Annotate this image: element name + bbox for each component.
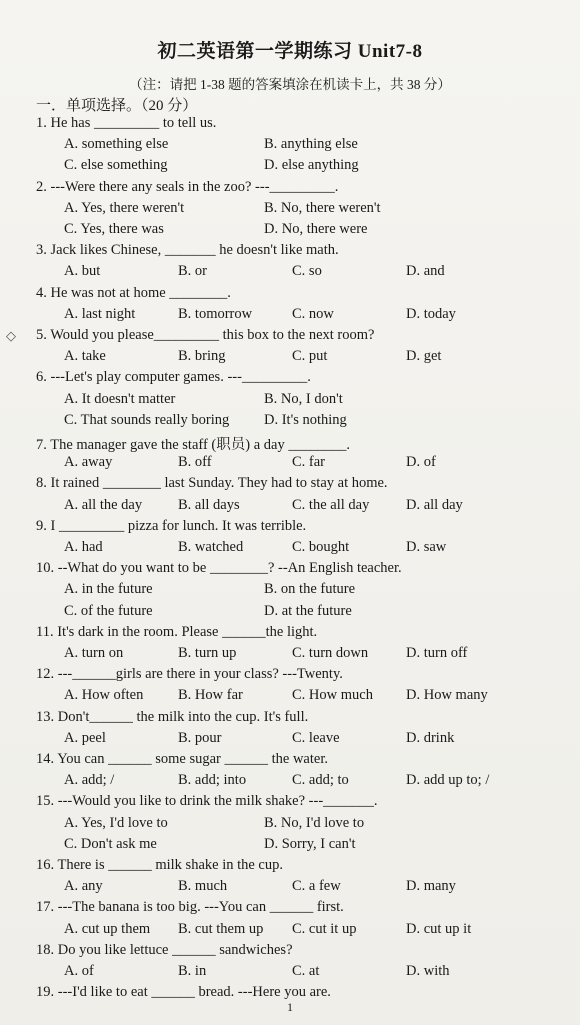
answer-option-d[interactable]: D. turn off [406, 645, 468, 661]
answer-option-a[interactable]: A. Yes, I'd love to [64, 814, 168, 831]
question-stem: 15. ---Would you like to drink the milk shake? ---_______. [36, 793, 378, 810]
answer-option-c[interactable]: C. turn down [292, 645, 369, 661]
answer-option-d[interactable]: D. of [406, 454, 436, 471]
answer-option-d[interactable]: D. at the future [264, 602, 352, 619]
answer-option-b[interactable]: B. turn up [178, 645, 237, 661]
answer-option-a[interactable]: A. turn on [64, 645, 124, 661]
answer-option-b[interactable]: B. or [178, 263, 207, 280]
question-stem: 12. ---______girls are there in your class? ---Twenty. [36, 666, 343, 683]
answer-option-c[interactable]: C. How much [292, 687, 373, 704]
answer-option-b[interactable]: B. No, I don't [264, 390, 343, 407]
answer-option-d[interactable]: D. Sorry, I can't [264, 835, 356, 852]
answer-option-c[interactable]: C. bought [292, 539, 350, 555]
answer-option-b[interactable]: B. all days [178, 496, 240, 513]
answer-option-c[interactable]: C. now [292, 305, 334, 322]
answer-option-b[interactable]: B. on the future [264, 581, 356, 598]
answer-option-b[interactable]: B. No, I'd love to [264, 814, 365, 831]
question-stem: 9. I _________ pizza for lunch. It was terrible. [36, 517, 307, 534]
page-number: 1 [287, 1000, 293, 1014]
answer-option-b[interactable]: B. How far [178, 687, 243, 704]
answer-option-d[interactable]: D. get [406, 348, 442, 365]
answer-option-d[interactable]: D. many [406, 878, 456, 895]
question-stem: 2. ---Were there any seals in the zoo? ---_________. [36, 178, 339, 195]
question-stem: 5. Would you please_________ this box to the next room? [36, 327, 375, 343]
question-stem: 18. Do you like lettuce ______ sandwiches? [36, 941, 293, 958]
answer-option-d[interactable]: D. cut up it [406, 920, 472, 937]
answer-option-a[interactable]: A. take [64, 348, 106, 365]
answer-option-a[interactable]: A. last night [64, 305, 136, 322]
answer-option-c[interactable]: C. else something [64, 157, 168, 174]
answer-option-b[interactable]: B. bring [178, 348, 226, 365]
answer-option-b[interactable]: B. much [178, 878, 228, 895]
question-stem: 19. ---I'd like to eat ______ bread. ---Here you are. [36, 984, 331, 1001]
question-stem: 8. It rained ________ last Sunday. They had to stay at home. [36, 475, 388, 492]
question-stem: 1. He has _________ to tell us. [36, 115, 217, 131]
answer-option-c[interactable]: C. put [292, 348, 328, 365]
answer-option-c[interactable]: C. so [292, 263, 322, 280]
instruction-note: （注：请把 1-38 题的答案填涂在机读卡上，共 38 分） [129, 77, 451, 92]
answer-option-c[interactable]: C. Don't ask me [64, 835, 157, 852]
answer-option-a[interactable]: A. Yes, there weren't [64, 199, 185, 216]
question-stem: 11. It's dark in the room. Please ______the light. [36, 623, 318, 640]
answer-option-d[interactable]: D. all day [406, 496, 463, 513]
question-stem: 14. You can ______ some sugar ______ the water. [36, 751, 328, 767]
answer-option-a[interactable]: A. of [64, 963, 94, 979]
question-stem: 13. Don't______ the milk into the cup. It's full. [36, 708, 309, 725]
answer-option-d[interactable]: D. It's nothing [264, 411, 347, 428]
answer-option-b[interactable]: B. add; into [178, 772, 247, 789]
answer-option-a[interactable]: A. add; / [64, 772, 115, 789]
answer-option-d[interactable]: D. add up to; / [406, 772, 490, 789]
question-stem: 3. Jack likes Chinese, _______ he doesn't like math. [36, 242, 339, 259]
answer-option-c[interactable]: C. leave [292, 729, 340, 746]
question-stem: 6. ---Let's play computer games. ---_________. [36, 369, 311, 386]
answer-option-a[interactable]: A. in the future [64, 581, 153, 598]
answer-option-c[interactable]: C. add; to [292, 772, 349, 789]
answer-option-a[interactable]: A. away [64, 454, 113, 471]
answer-option-a[interactable]: A. any [64, 878, 103, 895]
answer-option-d[interactable]: D. today [406, 305, 456, 322]
answer-option-b[interactable]: B. pour [178, 729, 222, 746]
answer-option-c[interactable]: C. of the future [64, 602, 153, 619]
answer-option-d[interactable]: D. How many [406, 687, 488, 704]
answer-option-d[interactable]: D. saw [406, 539, 447, 555]
page-title: 初二英语第一学期练习 Unit7-8 [157, 41, 423, 62]
answer-option-b[interactable]: B. in [178, 963, 207, 979]
answer-option-d[interactable]: D. else anything [264, 157, 359, 174]
answer-option-b[interactable]: B. No, there weren't [264, 199, 381, 216]
answer-option-a[interactable]: A. had [64, 539, 103, 555]
answer-option-a[interactable]: A. How often [64, 687, 144, 704]
answer-option-b[interactable]: B. watched [178, 539, 244, 555]
answer-option-a[interactable]: A. It doesn't matter [64, 390, 176, 407]
answer-option-b[interactable]: B. anything else [264, 136, 358, 153]
answer-option-c[interactable]: C. the all day [292, 496, 370, 513]
answer-option-d[interactable]: D. and [406, 263, 445, 280]
answer-option-c[interactable]: C. That sounds really boring [64, 411, 230, 428]
answer-option-a[interactable]: A. but [64, 263, 101, 280]
question-stem: 16. There is ______ milk shake in the cup. [36, 857, 283, 873]
answer-option-a[interactable]: A. something else [64, 136, 169, 153]
answer-option-d[interactable]: D. No, there were [264, 221, 368, 237]
answer-option-c[interactable]: C. Yes, there was [64, 221, 164, 237]
question-stem: 7. The manager gave the staff (职员) a day ________. [36, 437, 350, 453]
answer-option-c[interactable]: C. a few [292, 878, 341, 895]
margin-mark: ◇ [6, 328, 16, 343]
answer-option-b[interactable]: B. off [178, 454, 212, 471]
answer-option-b[interactable]: B. tomorrow [178, 305, 253, 322]
answer-option-d[interactable]: D. with [406, 963, 450, 979]
answer-option-b[interactable]: B. cut them up [178, 920, 264, 937]
section-heading: 一．单项选择。（20 分） [36, 98, 198, 114]
question-stem: 4. He was not at home ________. [36, 284, 231, 301]
answer-option-c[interactable]: C. at [292, 963, 320, 979]
question-stem: 17. ---The banana is too big. ---You can ______ first. [36, 899, 344, 916]
question-stem: 10. --What do you want to be ________? --An English teacher. [36, 560, 402, 577]
answer-option-a[interactable]: A. all the day [64, 496, 143, 513]
answer-option-d[interactable]: D. drink [406, 729, 455, 746]
answer-option-a[interactable]: A. peel [64, 729, 106, 746]
answer-option-c[interactable]: C. cut it up [292, 920, 357, 937]
answer-option-a[interactable]: A. cut up them [64, 920, 151, 937]
answer-option-c[interactable]: C. far [292, 454, 326, 471]
